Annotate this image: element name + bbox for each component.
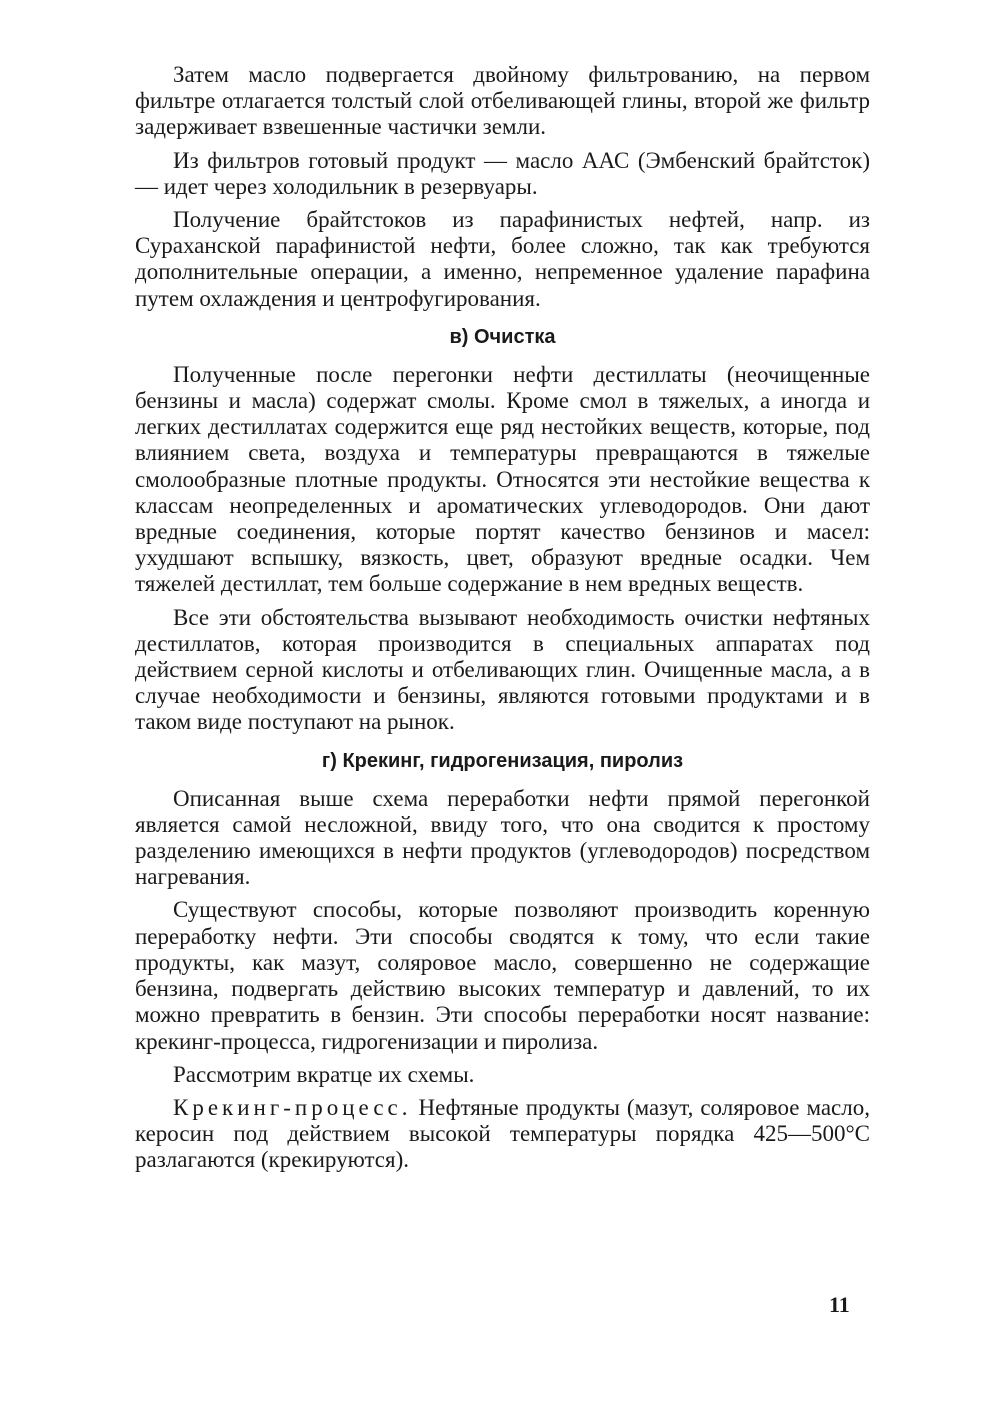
term-cracking-process: Крекинг-процесс. xyxy=(173,1094,412,1120)
page-body xyxy=(135,62,870,1174)
paragraph-brightstock-paraffin: Получение брайтстоков из парафинистых нефтей, напр. из Сураханской парафинистой нефти, более сложно, так как требуются дополнительные операции, а именно, непременное удаление парафина путем охлаждения и центрофугирования. xyxy=(135,207,870,311)
paragraph-schemes-intro: Рассмотрим вкратце их схемы. xyxy=(173,1061,475,1087)
paragraph-cleaning-necessity: Все эти обстоятельства вызывают необходимость очистки нефтяных дестиллатов, которая производится в специальных аппаратах под действием серной кислоты и отбеливающих глин. Очищенные масла, а в случае необходимости и бензины, являются готовыми продуктами и в таком виде поступают на рынок. xyxy=(135,604,870,735)
paragraph-filtration: Затем масло подвергается двойному фильтрованию, на первом фильтре отлагается толстый слой отбеливающей глины, второй же фильтр задерживает взвешенные частички земли. xyxy=(135,62,870,140)
paragraph-cracking-process-text: Нефтяные продукты (мазут, соляровое масло, керосин под действием высокой температуры порядка 425—500°С разлагаются (крекируются). xyxy=(135,1094,870,1173)
section-heading-cleaning: в) Очистка xyxy=(449,325,556,348)
paragraph-direct-distillation: Описанная выше схема переработки нефти прямой перегонкой является самой несложной, ввиду того, что она сводится к простому разделению имеющихся в нефти продуктов (углеводородов) посредством нагревания. xyxy=(135,785,870,890)
paragraph-radical-processing: Существуют способы, которые позволяют производить коренную переработку нефти. Эти способы сводятся к тому, что если такие продукты, как мазут, соляровое масло, совершенно не содержащие бензина, подвергать действию высоких температур и давлений, то их можно превратить в бензин. Эти способы переработки носят название: крекинг-процесса, гидрогенизации и пиролиза. xyxy=(135,897,870,1054)
paragraph-cracking-process xyxy=(135,1095,870,1174)
paragraph-distillates-resins: Полученные после перегонки нефти дестиллаты (неочищенные бензины и масла) содержат смолы. Кроме смол в тяжелых, а иногда и легких дестиллатах содержится еще ряд нестойких веществ, которые, под влиянием света, воздуха и температуры превращаются в тяжелые смолообразные плотные продукты. Относятся эти нестойкие вещества к классам неопределенных и ароматических углеводородов. Они дают вредные соединения, которые портят качество бензинов и масел: ухудшают вспышку, вязкость, цвет, образуют вредные осадки. Чем тяжелей дестиллат, тем больше содержание в нем вредных веществ. xyxy=(135,361,870,597)
page-number: 11 xyxy=(829,1292,850,1317)
section-heading-cracking: г) Крекинг, гидрогенизация, пиролиз xyxy=(321,749,684,772)
paragraph-aas-oil: Из фильтров готовый продукт — масло ААС (Эмбенский брайтсток) — идет через холодильник в резервуары. xyxy=(135,147,870,199)
